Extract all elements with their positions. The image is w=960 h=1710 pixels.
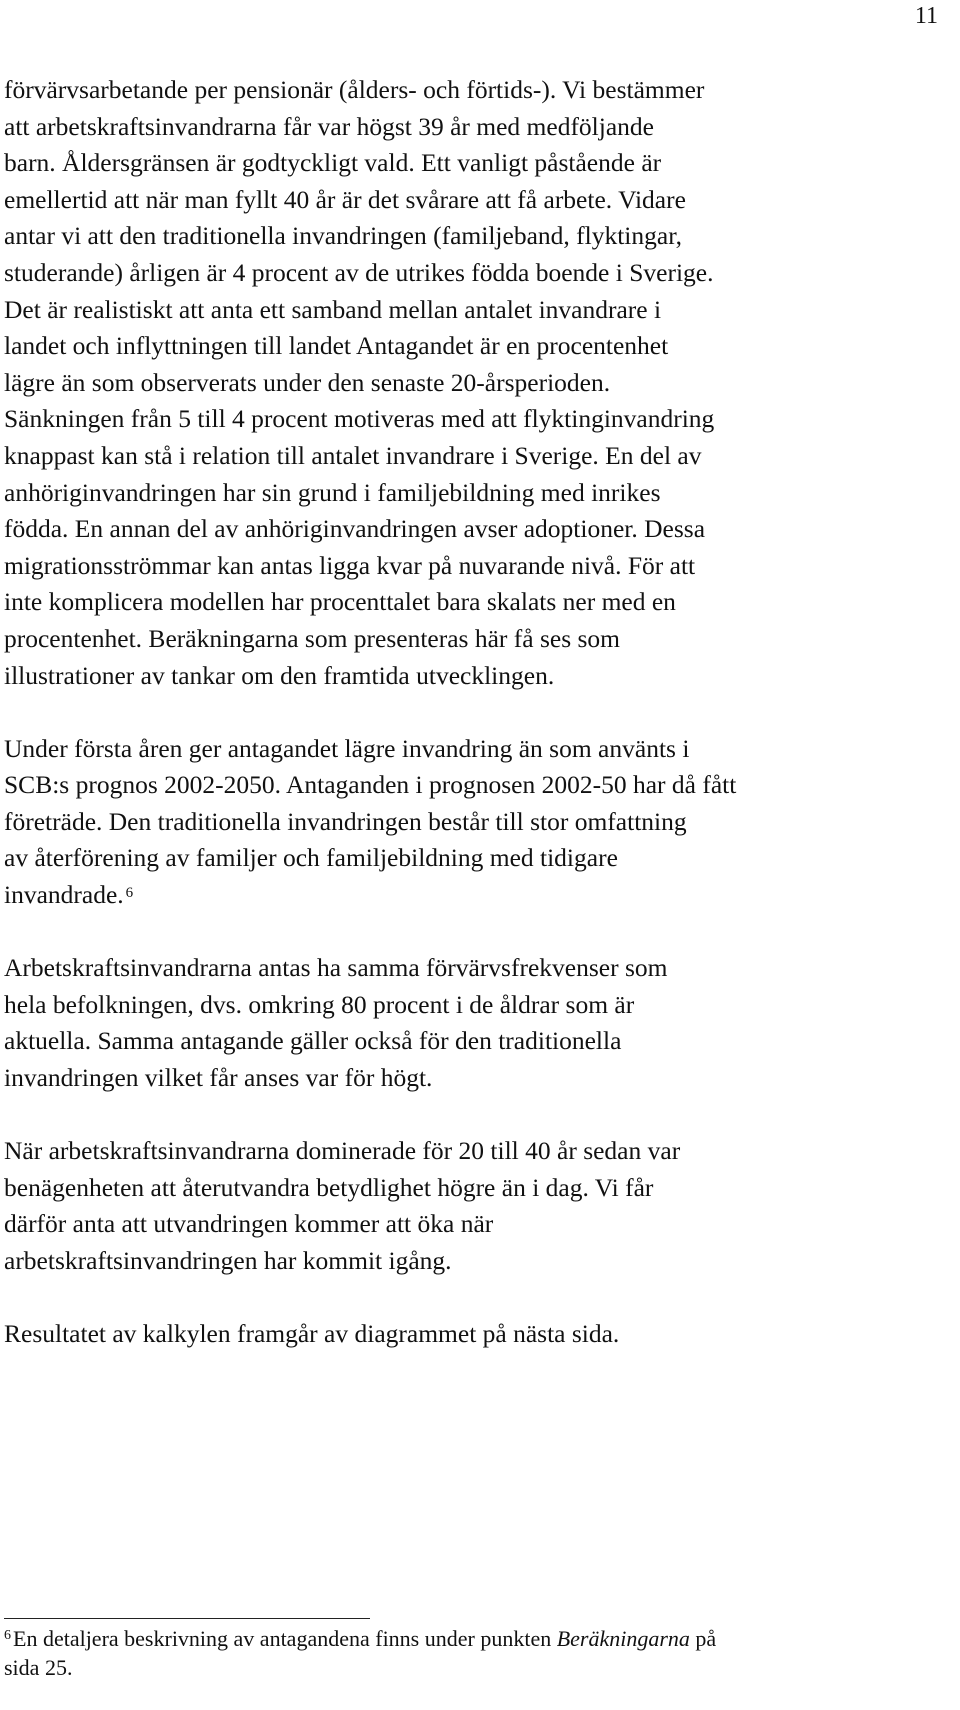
text-line: anhöriginvandringen har sin grund i familjebildning med inrikes (4, 477, 661, 507)
footnote-line-2: sida 25. (4, 1655, 73, 1680)
paragraph-4 (4, 1133, 948, 1279)
text-line: att arbetskraftsinvandrarna får var högst 39 år med medföljande (4, 111, 654, 141)
footnote-reference[interactable]: 6 (125, 885, 134, 902)
footnote-text-end: på (689, 1626, 717, 1651)
page-number: 11 (914, 3, 938, 29)
footnote-emphasis: Beräkningarna (556, 1626, 690, 1651)
paragraph-1 (4, 72, 948, 694)
text-line: Arbetskraftsinvandrarna antas ha samma förvärvsfrekvenser som (4, 953, 668, 983)
text-line: av återförening av familjer och familjebildning med tidigare (4, 843, 618, 873)
text-line: illustrationer av tankar om den framtida utvecklingen. (4, 660, 555, 690)
text-line: inte komplicera modellen har procenttalet bara skalats ner med en (4, 587, 676, 617)
text-line: företräde. Den traditionella invandringen består till stor omfattning (4, 806, 687, 836)
text-line: födda. En annan del av anhöriginvandringen avser adoptioner. Dessa (4, 514, 706, 544)
footnote-number: 6 (4, 1628, 11, 1643)
text-line: antar vi att den traditionella invandringen (familjeband, flyktingar, (4, 221, 683, 251)
text-line: migrationsströmmar kan antas ligga kvar på nuvarande nivå. För att (4, 550, 696, 580)
text-line: studerande) årligen är 4 procent av de utrikes födda boende i Sverige. (4, 257, 714, 287)
text-line: aktuella. Samma antagande gäller också för den traditionella (4, 1026, 622, 1056)
text-line: därför anta att utvandringen kommer att öka när (4, 1209, 494, 1239)
text-line: landet och inflyttningen till landet Antagandet är en procentenhet (4, 331, 669, 361)
text-line: lägre än som observerats under den senaste 20-årsperioden. (4, 367, 611, 397)
text-line: emellertid att när man fyllt 40 år är det svårare att få arbete. Vidare (4, 184, 686, 214)
text-line: Under första åren ger antagandet lägre invandring än som använts i (4, 733, 690, 763)
text-line-content: invandrade. (4, 880, 124, 910)
text-line: förvärvsarbetande per pensionär (ålders- och förtids-). Vi bestämmer (4, 75, 705, 104)
paragraph-2 (4, 731, 948, 914)
footnote (4, 1624, 948, 1682)
paragraph-5 (4, 1316, 948, 1353)
text-line: Sänkningen från 5 till 4 procent motiveras med att flyktinginvandring (4, 404, 715, 434)
text-line: Resultatet av kalkylen framgår av diagrammet på nästa sida. (4, 1319, 620, 1349)
text-line: hela befolkningen, dvs. omkring 80 procent i de åldrar som är (4, 989, 635, 1019)
text-line: knappast kan stå i relation till antalet invandrare i Sverige. En del av (4, 440, 702, 470)
footnote-line (4, 1624, 948, 1653)
text-line: benägenheten att återutvandra betydlighet högre än i dag. Vi får (4, 1172, 654, 1202)
footnote-text: En detaljera beskrivning av antagandena finns under punkten (13, 1626, 557, 1651)
text-line (4, 877, 948, 914)
footnote-separator (4, 1618, 370, 1619)
text-line: Det är realistiskt att anta ett samband mellan antalet invandrare i (4, 294, 662, 324)
text-line: procentenhet. Beräkningarna som presenteras här få ses som (4, 623, 621, 653)
body-text (4, 72, 948, 1389)
paragraph-3 (4, 950, 948, 1096)
text-line: barn. Åldersgränsen är godtyckligt vald. Ett vanligt påstående är (4, 148, 662, 178)
text-line: När arbetskraftsinvandrarna dominerade för 20 till 40 år sedan var (4, 1136, 681, 1166)
text-line: SCB:s prognos 2002-2050. Antaganden i prognosen 2002-50 har då fått (4, 770, 737, 800)
text-line: arbetskraftsinvandringen har kommit igång. (4, 1246, 452, 1275)
text-line: invandringen vilket får anses var för högt. (4, 1063, 433, 1093)
